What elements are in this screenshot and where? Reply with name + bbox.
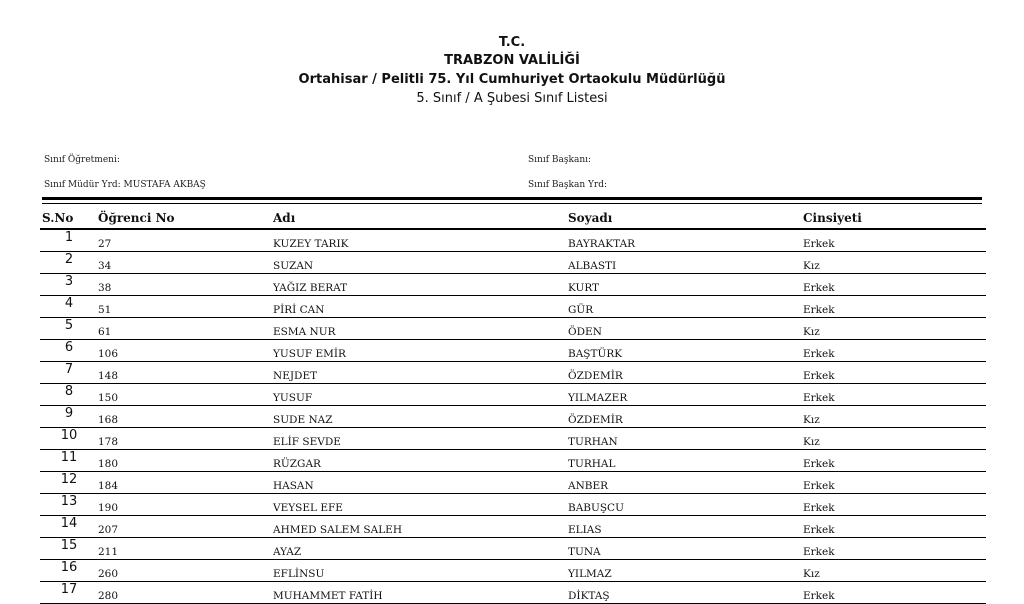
- cell-surname: ÖZDEMİR: [568, 362, 803, 384]
- cell-student-no: 260: [98, 560, 273, 582]
- cell-gender: Erkek: [803, 362, 986, 384]
- cell-gender: Erkek: [803, 516, 986, 538]
- table-row: [40, 340, 986, 362]
- cell-surname: ÖDEN: [568, 318, 803, 340]
- table-row: [40, 318, 986, 340]
- cell-gender: Erkek: [803, 494, 986, 516]
- cell-sno: 9: [40, 406, 98, 428]
- cell-sno: 6: [40, 340, 98, 362]
- table-row: [40, 229, 986, 252]
- cell-name: RÜZGAR: [273, 450, 568, 472]
- cell-student-no: 51: [98, 296, 273, 318]
- cell-gender: Kız: [803, 560, 986, 582]
- cell-surname: TURHAL: [568, 450, 803, 472]
- cell-name: YUSUF: [273, 384, 568, 406]
- cell-sno: 16: [40, 560, 98, 582]
- cell-name: AYAZ: [273, 538, 568, 560]
- table-row: [40, 560, 986, 582]
- cell-sno: 15: [40, 538, 98, 560]
- meta-teacher: Sınıf Öğretmeni:: [44, 155, 120, 165]
- column-header-surname: Soyadı: [568, 208, 803, 229]
- header-line-tc: T.C.: [498, 35, 526, 50]
- table-row: [40, 516, 986, 538]
- table-row: [40, 582, 986, 604]
- cell-student-no: 34: [98, 252, 273, 274]
- cell-sno: 17: [40, 582, 98, 604]
- cell-name: YAĞIZ BERAT: [273, 274, 568, 296]
- cell-name: AHMED SALEM SALEH: [273, 516, 568, 538]
- cell-name: PİRİ CAN: [273, 296, 568, 318]
- table-header-row: [40, 208, 986, 229]
- cell-gender: Erkek: [803, 582, 986, 604]
- cell-name: SUZAN: [273, 252, 568, 274]
- meta-deputy: Sınıf Müdür Yrd: MUSTAFA AKBAŞ: [44, 180, 206, 190]
- cell-name: KUZEY TARIK: [273, 229, 568, 252]
- cell-gender: Kız: [803, 428, 986, 450]
- cell-sno: 5: [40, 318, 98, 340]
- column-header-sno: S.No: [40, 208, 98, 229]
- cell-gender: Erkek: [803, 274, 986, 296]
- cell-student-no: 38: [98, 274, 273, 296]
- cell-sno: 1: [40, 229, 98, 252]
- cell-surname: KURT: [568, 274, 803, 296]
- cell-surname: YILMAZ: [568, 560, 803, 582]
- cell-student-no: 61: [98, 318, 273, 340]
- cell-name: SUDE NAZ: [273, 406, 568, 428]
- cell-student-no: 280: [98, 582, 273, 604]
- cell-student-no: 168: [98, 406, 273, 428]
- cell-surname: DİKTAŞ: [568, 582, 803, 604]
- cell-sno: 2: [40, 252, 98, 274]
- cell-student-no: 207: [98, 516, 273, 538]
- cell-sno: 10: [40, 428, 98, 450]
- cell-name: ELİF SEVDE: [273, 428, 568, 450]
- cell-sno: 3: [40, 274, 98, 296]
- header-line-school: Ortahisar / Pelitli 75. Yıl Cumhuriyet Ortaokulu Müdürlüğü: [298, 72, 726, 87]
- cell-gender: Erkek: [803, 538, 986, 560]
- cell-gender: Erkek: [803, 384, 986, 406]
- meta-president: Sınıf Başkanı:: [528, 155, 592, 165]
- cell-surname: ELIAS: [568, 516, 803, 538]
- document-header: [0, 34, 1024, 108]
- table-row: [40, 428, 986, 450]
- cell-gender: Erkek: [803, 229, 986, 252]
- cell-sno: 7: [40, 362, 98, 384]
- table-row: [40, 472, 986, 494]
- cell-surname: BABUŞCU: [568, 494, 803, 516]
- column-header-name: Adı: [273, 208, 568, 229]
- header-line-class: 5. Sınıf / A Şubesi Sınıf Listesi: [416, 91, 608, 106]
- cell-sno: 4: [40, 296, 98, 318]
- cell-sno: 13: [40, 494, 98, 516]
- cell-gender: Kız: [803, 318, 986, 340]
- cell-student-no: 27: [98, 229, 273, 252]
- cell-student-no: 150: [98, 384, 273, 406]
- cell-name: MUHAMMET FATİH: [273, 582, 568, 604]
- cell-student-no: 184: [98, 472, 273, 494]
- cell-sno: 11: [40, 450, 98, 472]
- cell-surname: BAYRAKTAR: [568, 229, 803, 252]
- table-row: [40, 406, 986, 428]
- cell-student-no: 190: [98, 494, 273, 516]
- cell-surname: TURHAN: [568, 428, 803, 450]
- cell-surname: TUNA: [568, 538, 803, 560]
- cell-surname: BAŞTÜRK: [568, 340, 803, 362]
- cell-name: HASAN: [273, 472, 568, 494]
- cell-student-no: 178: [98, 428, 273, 450]
- cell-student-no: 106: [98, 340, 273, 362]
- table-row: [40, 450, 986, 472]
- table-row: [40, 252, 986, 274]
- student-list-table: [40, 208, 986, 604]
- cell-name: EFLİNSU: [273, 560, 568, 582]
- table-row: [40, 296, 986, 318]
- column-header-student-no: Öğrenci No: [98, 208, 273, 229]
- table-row: [40, 538, 986, 560]
- cell-sno: 8: [40, 384, 98, 406]
- cell-gender: Kız: [803, 406, 986, 428]
- table-row: [40, 384, 986, 406]
- cell-gender: Kız: [803, 252, 986, 274]
- cell-student-no: 180: [98, 450, 273, 472]
- table-row: [40, 362, 986, 384]
- cell-gender: Erkek: [803, 472, 986, 494]
- cell-student-no: 211: [98, 538, 273, 560]
- cell-gender: Erkek: [803, 450, 986, 472]
- cell-surname: ALBASTI: [568, 252, 803, 274]
- cell-surname: ÖZDEMİR: [568, 406, 803, 428]
- cell-gender: Erkek: [803, 296, 986, 318]
- header-divider-thin: [42, 203, 982, 204]
- cell-name: NEJDET: [273, 362, 568, 384]
- cell-surname: GÜR: [568, 296, 803, 318]
- cell-gender: Erkek: [803, 340, 986, 362]
- cell-surname: ANBER: [568, 472, 803, 494]
- column-header-gender: Cinsiyeti: [803, 208, 986, 229]
- cell-surname: YILMAZER: [568, 384, 803, 406]
- cell-sno: 14: [40, 516, 98, 538]
- table-row: [40, 274, 986, 296]
- cell-name: VEYSEL EFE: [273, 494, 568, 516]
- header-line-province: TRABZON VALİLİĞİ: [444, 53, 580, 68]
- cell-sno: 12: [40, 472, 98, 494]
- cell-name: ESMA NUR: [273, 318, 568, 340]
- cell-student-no: 148: [98, 362, 273, 384]
- meta-vice-president: Sınıf Başkan Yrd:: [528, 180, 608, 190]
- cell-name: YUSUF EMİR: [273, 340, 568, 362]
- table-row: [40, 494, 986, 516]
- header-divider-thick: [42, 197, 982, 200]
